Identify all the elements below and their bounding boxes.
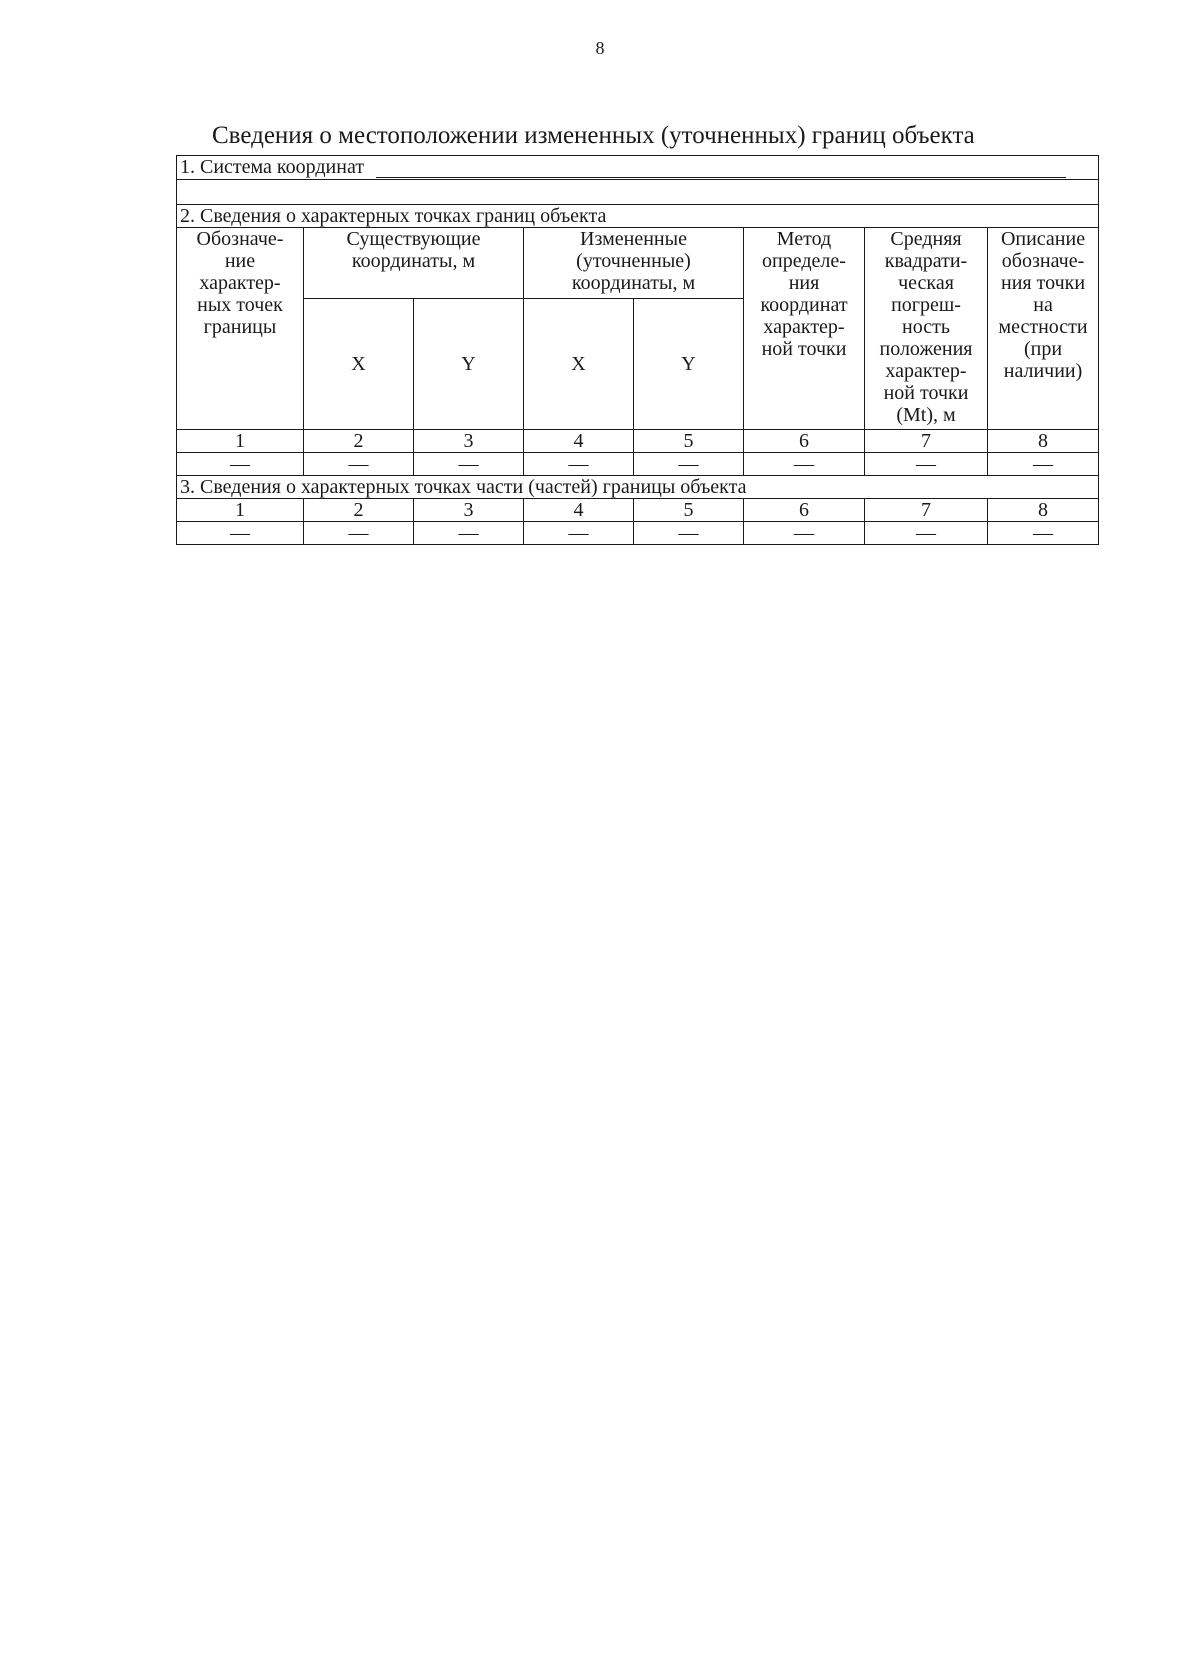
column-number: 3 bbox=[414, 499, 524, 522]
table-cell: — bbox=[988, 522, 1099, 545]
column-number: 4 bbox=[524, 499, 634, 522]
column-number: 1 bbox=[177, 499, 304, 522]
header-changed-x: X bbox=[524, 299, 634, 430]
section2-heading-row bbox=[177, 205, 1099, 228]
column-number: 6 bbox=[744, 430, 865, 453]
table-cell: — bbox=[304, 522, 414, 545]
header-existing-y: Y bbox=[414, 299, 524, 430]
section3-column-numbers bbox=[177, 499, 1099, 522]
section2-heading: 2. Сведения о характерных точках границ объекта bbox=[177, 205, 1099, 228]
table-cell: — bbox=[744, 453, 865, 476]
column-number: 5 bbox=[634, 430, 744, 453]
column-number: 8 bbox=[988, 430, 1099, 453]
header-mean-square-error: Средняя квадрати- ческая погреш- ность положения характер- ной точки (Mt), м bbox=[865, 228, 988, 430]
table-cell: — bbox=[744, 522, 865, 545]
column-number: 2 bbox=[304, 499, 414, 522]
header-existing-coordinates: Существующие координаты, м bbox=[304, 228, 524, 299]
header-changed-coordinates: Измененные (уточненные) координаты, м bbox=[524, 228, 744, 299]
column-number: 5 bbox=[634, 499, 744, 522]
table-cell: — bbox=[177, 522, 304, 545]
blank-row bbox=[177, 180, 1099, 205]
blank-cell bbox=[177, 180, 1099, 205]
table-cell: — bbox=[634, 522, 744, 545]
page-number: 8 bbox=[595, 38, 605, 58]
table-cell: — bbox=[524, 453, 634, 476]
table-cell: — bbox=[524, 522, 634, 545]
header-changed-y: Y bbox=[634, 299, 744, 430]
column-number: 2 bbox=[304, 430, 414, 453]
table-row bbox=[177, 453, 1099, 476]
header-existing-x: X bbox=[304, 299, 414, 430]
table-cell: — bbox=[177, 453, 304, 476]
boundary-points-table bbox=[176, 155, 1099, 545]
table-cell: — bbox=[865, 453, 988, 476]
table-row bbox=[177, 522, 1099, 545]
header-determination-method: Метод определе- ния координат характер- ной точки bbox=[744, 228, 865, 430]
section2-header-row bbox=[177, 228, 1099, 299]
document-title: Сведения о местоположении измененных (уточненных) границ объекта bbox=[212, 122, 975, 149]
section3-heading-row bbox=[177, 476, 1099, 499]
column-number: 7 bbox=[865, 430, 988, 453]
section2-column-numbers bbox=[177, 430, 1099, 453]
column-number: 7 bbox=[865, 499, 988, 522]
table-cell: — bbox=[304, 453, 414, 476]
header-point-description: Описание обозначе- ния точки на местности (при наличии) bbox=[988, 228, 1099, 430]
table-cell: — bbox=[414, 522, 524, 545]
table-cell: — bbox=[865, 522, 988, 545]
column-number: 6 bbox=[744, 499, 865, 522]
section3-heading: 3. Сведения о характерных точках части (частей) границы объекта bbox=[177, 476, 1099, 499]
coordinate-system-row bbox=[177, 156, 1099, 180]
coordinate-system-cell bbox=[177, 156, 1099, 180]
coordinate-system-field[interactable] bbox=[376, 161, 1066, 178]
coordinate-system-label: 1. Система координат bbox=[180, 156, 365, 178]
column-number: 4 bbox=[524, 430, 634, 453]
table-cell: — bbox=[988, 453, 1099, 476]
table-cell: — bbox=[634, 453, 744, 476]
column-number: 1 bbox=[177, 430, 304, 453]
header-point-designation: Обозначе- ние характер- ных точек границы bbox=[177, 228, 304, 430]
column-number: 8 bbox=[988, 499, 1099, 522]
column-number: 3 bbox=[414, 430, 524, 453]
table-cell: — bbox=[414, 453, 524, 476]
